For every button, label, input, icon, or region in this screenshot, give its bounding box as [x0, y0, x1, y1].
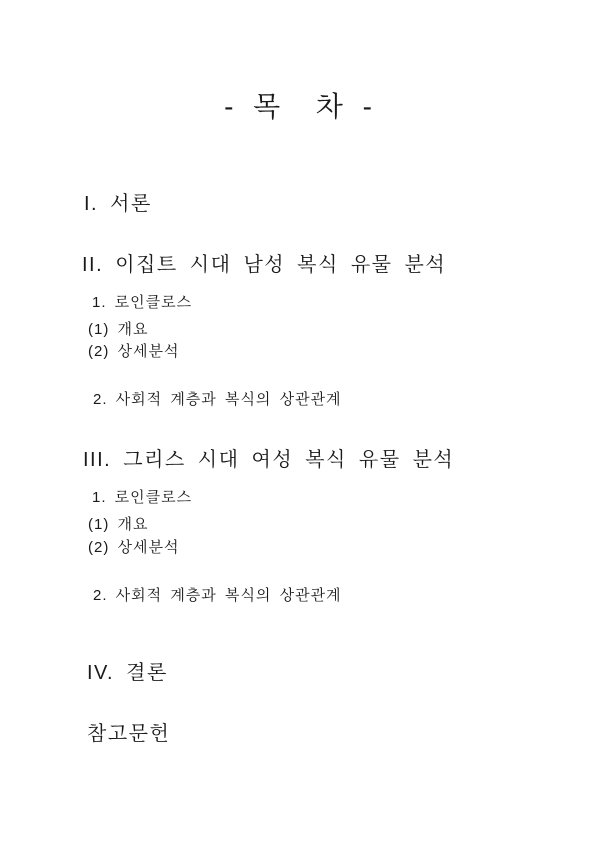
toc-entry-egypt-male-costume-analysis: II. 이집트 시대 남성 복식 유물 분석 — [82, 254, 447, 276]
toc-entry-detailed-analysis-1: (2) 상세분석 — [88, 343, 180, 360]
toc-entry-references: 참고문헌 — [87, 723, 171, 745]
toc-entry-detailed-analysis-2: (2) 상세분석 — [88, 539, 180, 556]
toc-entry-introduction: I. 서론 — [84, 193, 152, 215]
toc-entry-overview-1: (1) 개요 — [88, 321, 149, 338]
toc-entry-loincloth-2: 1. 로인클로스 — [92, 489, 193, 506]
toc-entry-conclusion: IV. 결론 — [87, 662, 168, 684]
toc-entry-loincloth-1: 1. 로인클로스 — [92, 294, 193, 311]
toc-entry-social-class-correlation-1: 2. 사회적 계층과 복식의 상관관계 — [93, 391, 342, 408]
toc-entry-greece-female-costume-analysis: III. 그리스 시대 여성 복식 유물 분석 — [83, 449, 455, 471]
toc-entry-overview-2: (1) 개요 — [88, 516, 149, 533]
toc-title: - 목 차 - — [224, 91, 376, 122]
toc-entry-social-class-correlation-2: 2. 사회적 계층과 복식의 상관관계 — [93, 587, 342, 604]
